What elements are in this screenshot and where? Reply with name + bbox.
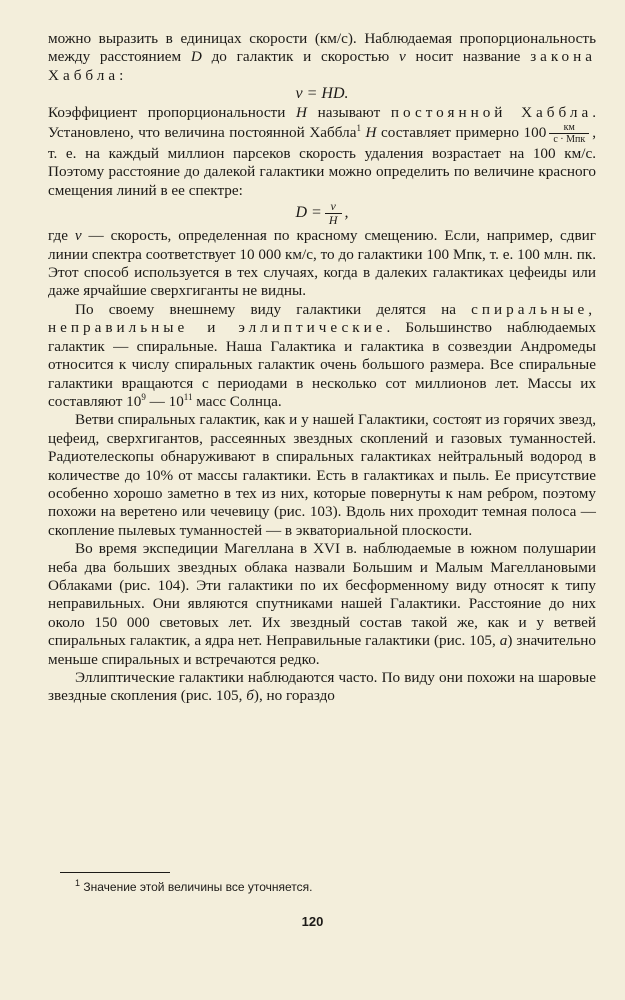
paragraph-elliptical [48, 669, 596, 706]
page-number: 120 [301, 914, 324, 929]
symbol-v: v [74, 227, 82, 245]
figure-letter: б [246, 687, 254, 705]
exponent: 9 [141, 391, 146, 402]
paragraph-magellanic-clouds [48, 540, 596, 669]
footnote-divider [60, 872, 170, 873]
paragraph-hubble-constant [48, 104, 596, 201]
symbol-H: H [365, 124, 377, 142]
fraction-denominator: H [328, 213, 338, 228]
exponent: 11 [183, 391, 193, 402]
paragraph-redshift [48, 227, 596, 301]
text-span: — скорость, определенная по красному смещению. Если, например, сдвиг линии спектра соответствует 10 000 км/с, то до галактики 100 Мпк, т. е. 100 млн. пк. Этот способ используется в тех случаях, когда в далеких галактиках цефеиды или даже ярчайшие сверхгиганты не видны. [48, 227, 596, 300]
text-span: Во время экспедиции Магеллана в XVI в. наблюдаемые в южном полушарии неба два больших звездных облака назвали Большим и Малым Магеллановыми Облаками (рис. 104). Эти галактики по их бесформенному виду относят к типу неправильных. Они являются спутниками нашей Галактики. Расстояние до них около 150 000 световых лет. Их звездный состав такой же, как и у ветвей спиральных галактик, а ядра нет. Неправильные галактики (рис. 105, [48, 540, 596, 650]
text-span: . Установлено, что величина постоянной Хаббла [48, 103, 596, 142]
text-span: называют [306, 103, 391, 121]
text-span: Коэффициент пропорциональности [48, 103, 296, 121]
formula-fraction [325, 200, 342, 227]
formula-lhs: D = [295, 204, 322, 222]
term-hubble-constant: постоянной Хаббла [390, 103, 593, 121]
paragraph-galaxy-types [48, 301, 596, 411]
paragraph-hubble-law [48, 30, 596, 85]
text-span: : [119, 66, 124, 84]
fraction-numerator: v [325, 200, 342, 214]
text-span: . Большинство наблюдаемых галактик — спиральные. Наша Галактика и галактика в созвездии Андромеды относится к числу спиральных галактик очень большого размера. Все спиральные галактики вращаются с периодами в несколько сот миллионов лет. Массы их составляют 10 [48, 319, 596, 410]
main-text [48, 30, 596, 706]
symbol-H: H [296, 103, 307, 121]
symbol-v: v [398, 48, 406, 66]
footnote [75, 880, 312, 894]
formula-tail: , [344, 204, 349, 222]
term-hubble-law: закона Хаббла [48, 48, 596, 84]
text-span: ), но гораздо [253, 687, 335, 705]
text-span: Эллиптические галактики наблюдаются часто. По виду они похожи на шаровые звездные скопления (рис. 105, [48, 669, 596, 705]
text-span: , т. е. на каждый миллион парсеков скорость удаления возрастает на 100 км/с. Поэтому расстояние до далекой галактики можно определить по величине красного смещения линий в ее спектре: [48, 124, 596, 199]
paragraph-spiral-arms: Ветви спиральных галактик, как и у нашей Галактики, состоят из горячих звезд, цефеид, сверхгигантов, рассеянных звездных скоплений и газовых туманностей. Радиотелескопы обнаруживают в спиральных галактиках нейтральный водород в количестве до 10% от массы галактики. Есть в галактиках и пыль. Ее присутствие особенно хорошо заметно в тех из них, которые повернуты к нам ребром, поэтому похожи на веретено или чечевицу (рис. 103). Вдоль них проходит темная полоса — скопление пылевых туманностей — в экваториальной плоскости. [48, 411, 596, 539]
figure-letter: а [499, 632, 508, 650]
fraction-denominator: с · Мпк [553, 134, 586, 146]
text-span: масс Солнца. [192, 392, 282, 410]
text-span: можно выразить в единицах скорости (км/с). Наблюдаемая пропорциональность между расстоянием [48, 30, 596, 66]
text-span: носит название [405, 48, 531, 66]
text-span: — 10 [145, 392, 184, 410]
text-span: составляет примерно 100 [376, 124, 547, 142]
footnote-marker: 1 [75, 878, 81, 888]
unit-fraction [549, 122, 589, 145]
text-span: ) значительно меньше спиральных и встречаются редко. [48, 632, 596, 668]
formula-hubble-law: v = HD. [295, 85, 349, 103]
formula-distance [48, 200, 596, 227]
symbol-D: D [190, 48, 202, 66]
text-span: По своему внешнему виду галактики делятся на [75, 300, 472, 318]
term-galaxy-types: спиральные, неправильные и эллиптические [48, 300, 596, 337]
footnote-ref: 1 [356, 122, 361, 133]
text-span: до галактик и скоростью [201, 48, 399, 66]
footnote-text: Значение этой величины все уточняется. [83, 880, 313, 894]
fraction-numerator: км [549, 122, 589, 134]
text-span: где [48, 227, 75, 245]
